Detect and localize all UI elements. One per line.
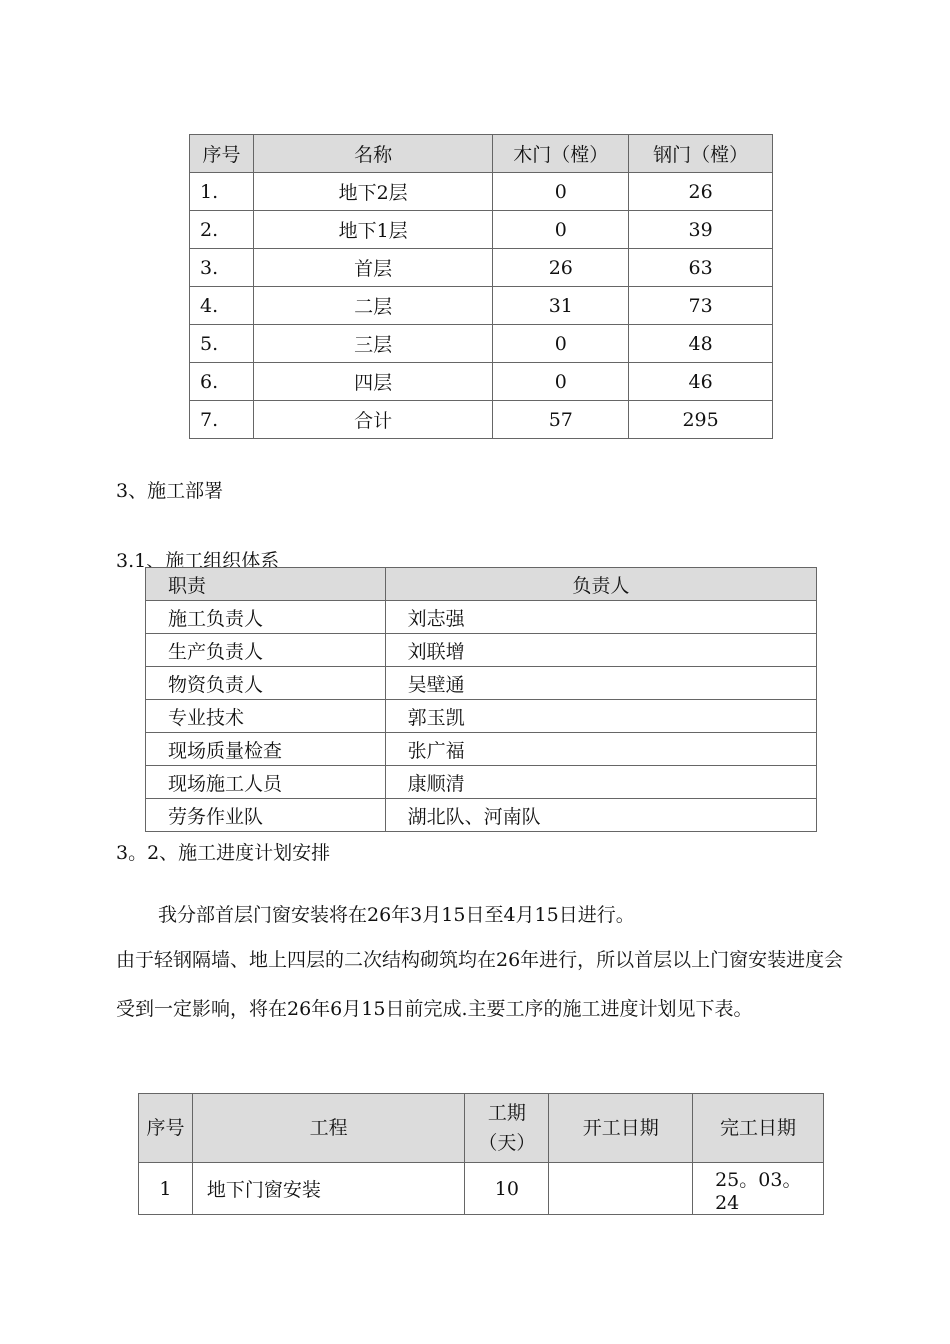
- table-cell: 合计: [253, 401, 492, 439]
- table-cell: 46: [629, 363, 773, 401]
- table-cell: 刘联增: [385, 634, 816, 667]
- table-row: [190, 363, 773, 401]
- table-header-row: [190, 135, 773, 173]
- header-cell: 木门（樘）: [493, 135, 629, 173]
- table-cell: 二层: [253, 287, 492, 325]
- header-cell: 序号: [139, 1094, 193, 1163]
- table-cell: 2.: [190, 211, 254, 249]
- header-cell: 工程: [192, 1094, 465, 1163]
- table-row: [146, 700, 817, 733]
- table-cell: 四层: [253, 363, 492, 401]
- header-cell: 负责人: [385, 568, 816, 601]
- table-row: [146, 799, 817, 832]
- table-row: [190, 287, 773, 325]
- table-cell: 73: [629, 287, 773, 325]
- table-cell: 现场施工人员: [146, 766, 386, 799]
- table-cell: 4.: [190, 287, 254, 325]
- table-cell: 湖北队、河南队: [385, 799, 816, 832]
- table-cell: 3.: [190, 249, 254, 287]
- table-cell: 1.: [190, 173, 254, 211]
- table-cell: 首层: [253, 249, 492, 287]
- table-cell: 专业技术: [146, 700, 386, 733]
- header-cell: 工期（天）: [465, 1094, 549, 1163]
- door-count-table: [189, 134, 773, 439]
- header-cell: 序号: [190, 135, 254, 173]
- table-row: [190, 249, 773, 287]
- table-cell: 生产负责人: [146, 634, 386, 667]
- table-cell: 物资负责人: [146, 667, 386, 700]
- paragraph: 我分部首层门窗安装将在26年3月15日至4月15日进行。: [158, 904, 635, 926]
- paragraph: 由于轻钢隔墙、地上四层的二次结构砌筑均在26年进行，所以首层以上门窗安装进度会受到一定影响，将在26年6月15日前完成.主要工序的施工进度计划见下表。: [116, 949, 844, 1020]
- table-cell: 1: [139, 1163, 193, 1215]
- table-cell: 26: [493, 249, 629, 287]
- table-cell: 5.: [190, 325, 254, 363]
- table-row: [190, 211, 773, 249]
- table-cell: 康顺清: [385, 766, 816, 799]
- table-cell: 劳务作业队: [146, 799, 386, 832]
- table-cell: 地下1层: [253, 211, 492, 249]
- table-row: [146, 601, 817, 634]
- table-cell: 郭玉凯: [385, 700, 816, 733]
- table-cell: 6.: [190, 363, 254, 401]
- section-heading: 3。2、施工进度计划安排: [116, 842, 331, 864]
- table-cell: 0: [493, 325, 629, 363]
- organization-table: [145, 567, 817, 832]
- table-cell: 刘志强: [385, 601, 816, 634]
- table-cell: 0: [493, 211, 629, 249]
- table-cell: 0: [493, 363, 629, 401]
- table-header-row: [139, 1094, 824, 1163]
- table-row: [146, 733, 817, 766]
- header-cell: 开工日期: [549, 1094, 693, 1163]
- table-cell: 39: [629, 211, 773, 249]
- table-cell: 三层: [253, 325, 492, 363]
- table-cell: 63: [629, 249, 773, 287]
- table-row: [146, 667, 817, 700]
- schedule-table: [138, 1093, 824, 1215]
- section-heading: 3.1、施工组织体系: [116, 550, 280, 572]
- header-cell: 完工日期: [693, 1094, 824, 1163]
- header-cell: 职责: [146, 568, 386, 601]
- table-row: [190, 401, 773, 439]
- table-row: [190, 173, 773, 211]
- table-row: [139, 1163, 824, 1215]
- header-cell: 名称: [253, 135, 492, 173]
- table-cell: 26: [629, 173, 773, 211]
- table-cell: 吴壁通: [385, 667, 816, 700]
- table-cell: [549, 1163, 693, 1215]
- table-cell: 0: [493, 173, 629, 211]
- table-cell: 57: [493, 401, 629, 439]
- table-cell: 张广福: [385, 733, 816, 766]
- table-row: [146, 766, 817, 799]
- table-cell: 31: [493, 287, 629, 325]
- table-header-row: [146, 568, 817, 601]
- table-row: [146, 634, 817, 667]
- table-cell: 295: [629, 401, 773, 439]
- table-cell: 现场质量检查: [146, 733, 386, 766]
- table-row: [190, 325, 773, 363]
- section-heading: 3、施工部署: [116, 480, 224, 502]
- table-cell: 施工负责人: [146, 601, 386, 634]
- table-cell: 25。03。24: [693, 1163, 824, 1215]
- table-cell: 48: [629, 325, 773, 363]
- table-cell: 地下2层: [253, 173, 492, 211]
- table-cell: 10: [465, 1163, 549, 1215]
- header-cell: 钢门（樘）: [629, 135, 773, 173]
- table-cell: 地下门窗安装: [192, 1163, 465, 1215]
- table-cell: 7.: [190, 401, 254, 439]
